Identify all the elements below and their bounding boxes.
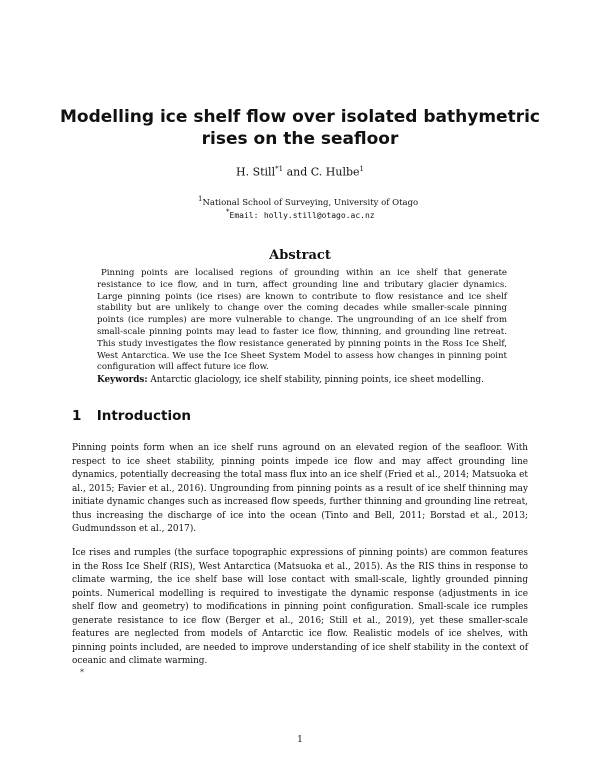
- contact-email: [226, 208, 375, 221]
- affiliation-text: National School of Surveying, University of Otago: [202, 197, 419, 208]
- affiliation: [198, 195, 418, 208]
- contact-mark: *: [226, 208, 230, 216]
- section-heading: [72, 408, 191, 424]
- author-mark: *1: [275, 165, 284, 173]
- abstract-text: Pinning points are localised regions of grounding within an ice shelf that generate resistance to ice flow, and in turn, affect grounding line and tributary glacier dynamics. Large pinning points (ice rises) are known to contribute to flow resistance and ice shelf stability but are unlikely to change over the coming decades while smaller-scale pinning points (ice rumples) are more vulnerable to change. The ungrounding of an ice shelf from small-scale pinning points may lead to faster ice flow, thinning, and grounding line retreat. This study investigates the flow resistance generated by pinning points in the Ross Ice Shelf, West Antarctica. We use the Ice Sheet System Model to assess how changes in pinning point configuration will affect future ice flow.: [97, 268, 507, 373]
- keywords-label: Keywords:: [97, 375, 148, 385]
- email-label: Email:: [229, 210, 259, 220]
- section-title: Introduction: [96, 408, 191, 424]
- email-address[interactable]: holly.still@otago.ac.nz: [263, 210, 375, 220]
- abstract-heading: Abstract: [269, 248, 331, 263]
- body-paragraph: Ice rises and rumples (the surface topographic expressions of pinning points) are common features in the Ross Ice Shelf (RIS), West Antarctica (Matsuoka et al., 2015). As the RIS thins in response to climate warming, the ice shelf base will lose contact with small-scale, lightly grounded pinning points. Numerical modelling is required to investigate the dynamic response (adjustments in ice shelf flow and geometry) to modifications in pinning point configuration. Small-scale ice rumples generate resistance to ice flow (Berger et al., 2016; Still et al., 2019), yet these smaller-scale features are neglected from models of Antarctic ice flow. Realistic models of ice shelves, with pinning points included, are needed to improve understanding of ice shelf stability in the context of oceanic and climate warming.: [72, 548, 528, 666]
- author-name: C. Hulbe: [310, 165, 360, 179]
- abstract-body: [97, 268, 507, 374]
- author-conjunction: and: [286, 165, 308, 179]
- author-list: [0, 165, 600, 179]
- page-number: 1: [297, 735, 303, 745]
- section-number: 1: [72, 408, 82, 424]
- keywords-text: Antarctic glaciology, ice shelf stability, pinning points, ice sheet modelling.: [150, 375, 484, 385]
- author-mark: 1: [359, 165, 364, 173]
- author-name: H. Still: [236, 165, 276, 179]
- body-paragraph: Pinning points form when an ice shelf runs aground on an elevated region of the seafloor. With respect to ice sheet stability, pinning points impede ice flow and may affect grounding line dynamics, potentially decreasing the total mass flux into an ice shelf (Fried et al., 2014; Matsuoka et al., 2015; Favier et al., 2016). Ungrounding from pinning points as a result of ice shelf thinning may initiate dynamic changes such as increased flow speeds, further thinning and grounding line retreat, thus increasing the discharge of ice into the ocean (Tinto and Bell, 2011; Borstad et al., 2013; Gudmundsson et al., 2017).: [72, 443, 528, 534]
- affiliation-mark: 1: [198, 195, 203, 203]
- paper-title: Modelling ice shelf flow over isolated bathymetric rises on the seafloor: [60, 107, 540, 149]
- keywords: [97, 375, 507, 385]
- footnote-mark: *: [80, 668, 84, 677]
